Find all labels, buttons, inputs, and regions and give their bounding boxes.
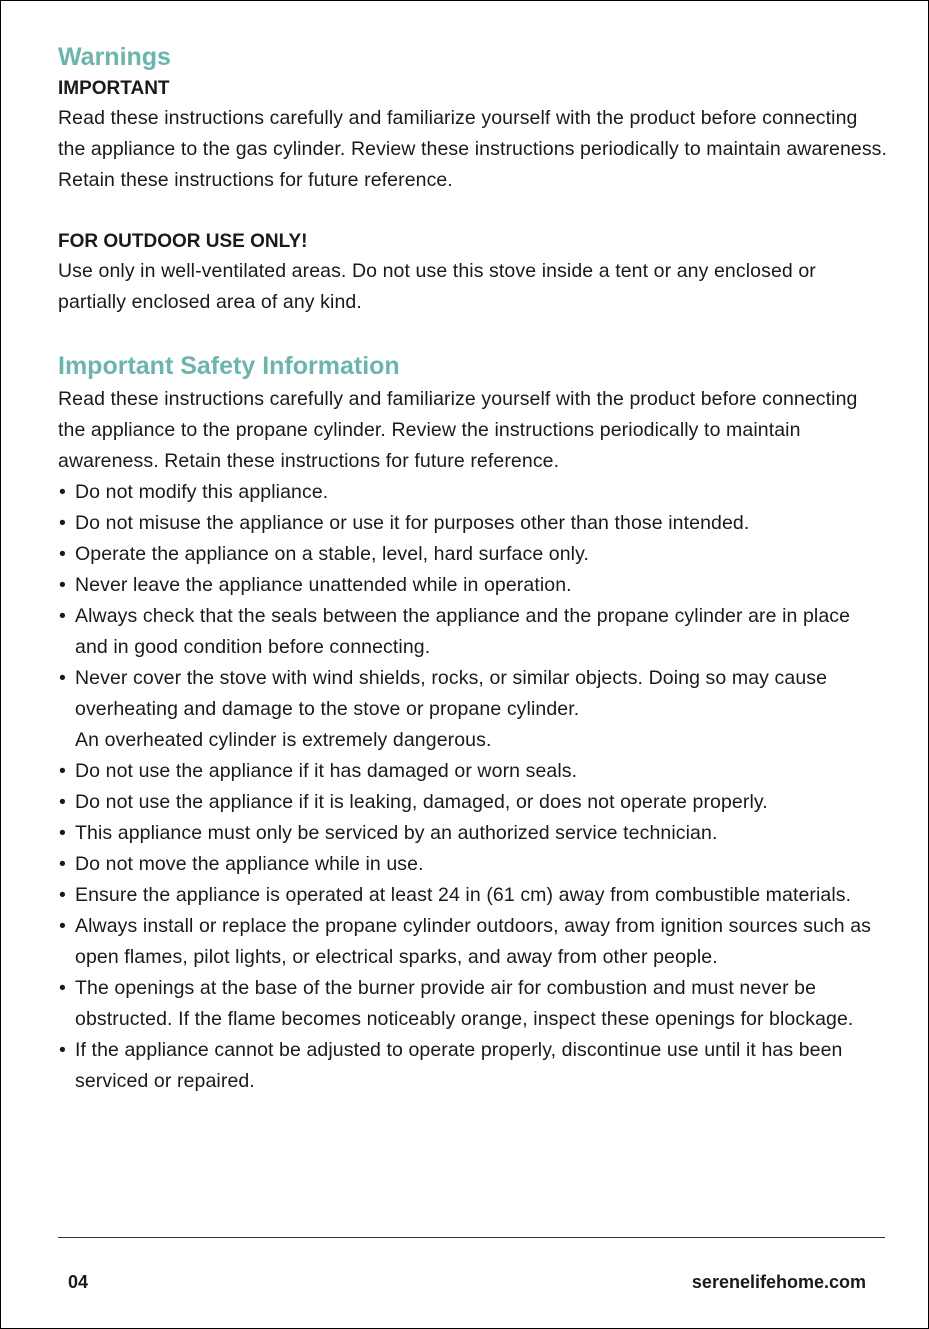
important-text: Read these instructions carefully and familiarize yourself with the product before connecting the appliance to the gas cylinder. Review these instructions periodically to maintain awareness. Retain these instructions for future reference. (58, 107, 888, 191)
safety-list-item: • This appliance must only be serviced by an authorized service technician. (58, 818, 888, 849)
safety-list-item: • The openings at the base of the burner provide air for combustion and must never be obstructed. If the flame becomes noticeably orange, inspect these openings for blockage. (58, 973, 888, 1035)
important-heading: IMPORTANT (58, 78, 170, 99)
safety-list-item: • Always check that the seals between the appliance and the propane cylinder are in place and in good condition before connecting. (58, 601, 888, 663)
outdoor-heading: FOR OUTDOOR USE ONLY! (58, 231, 308, 252)
safety-title: Important Safety Information (58, 352, 400, 380)
safety-list-item: • Never leave the appliance unattended while in operation. (58, 570, 888, 601)
overheat-note: An overheated cylinder is extremely dangerous. (75, 729, 492, 751)
bullet-icon: • (59, 791, 66, 813)
safety-list-item: • Do not modify this appliance. (58, 477, 888, 508)
safety-list-item: • If the appliance cannot be adjusted to operate properly, discontinue use until it has been serviced or repaired. (58, 1035, 888, 1097)
warnings-title: Warnings (58, 43, 171, 71)
safety-list-item: • Do not use the appliance if it has damaged or worn seals. (58, 756, 888, 787)
safety-list (58, 477, 888, 1097)
bullet-icon: • (59, 481, 66, 503)
safety-intro: Read these instructions carefully and familiarize yourself with the product before connecting the appliance to the propane cylinder. Review the instructions periodically to maintain awareness. Retain these instructions for future reference. (58, 388, 858, 472)
safety-list-item: • Always install or replace the propane cylinder outdoors, away from ignition sources such as open flames, pilot lights, or electrical sparks, and away from other people. (58, 911, 888, 973)
bullet-icon: • (59, 512, 66, 534)
bullet-icon: • (59, 915, 66, 937)
bullet-icon: • (59, 667, 66, 689)
page-number: 04 (68, 1272, 89, 1292)
bullet-icon: • (59, 543, 66, 565)
bullet-icon: • (59, 884, 66, 906)
safety-list-item: • Do not use the appliance if it is leaking, damaged, or does not operate properly. (58, 787, 888, 818)
bullet-icon: • (59, 853, 66, 875)
footer-divider (58, 1237, 885, 1238)
safety-list-item: • Ensure the appliance is operated at least 24 in (61 cm) away from combustible materials. (58, 880, 888, 911)
bullet-icon: • (59, 574, 66, 596)
page-content (58, 39, 888, 1097)
bullet-icon: • (59, 760, 66, 782)
bullet-icon: • (59, 1039, 66, 1061)
website-url: serenelifehome.com (691, 1272, 866, 1292)
bullet-icon: • (59, 822, 66, 844)
safety-list-item: • Do not move the appliance while in use. (58, 849, 888, 880)
safety-list-item: • Do not misuse the appliance or use it for purposes other than those intended. (58, 508, 888, 539)
safety-list-item: • Never cover the stove with wind shields, rocks, or similar objects. Doing so may cause overheating and damage to the stove or propane cylinder. An overheated cylinder is extremely dangerous. (58, 663, 888, 756)
bullet-icon: • (59, 977, 66, 999)
bullet-icon: • (59, 605, 66, 627)
outdoor-text: Use only in well-ventilated areas. Do not use this stove inside a tent or any enclosed or partially enclosed area of any kind. (58, 260, 816, 313)
safety-list-item: • Operate the appliance on a stable, level, hard surface only. (58, 539, 888, 570)
